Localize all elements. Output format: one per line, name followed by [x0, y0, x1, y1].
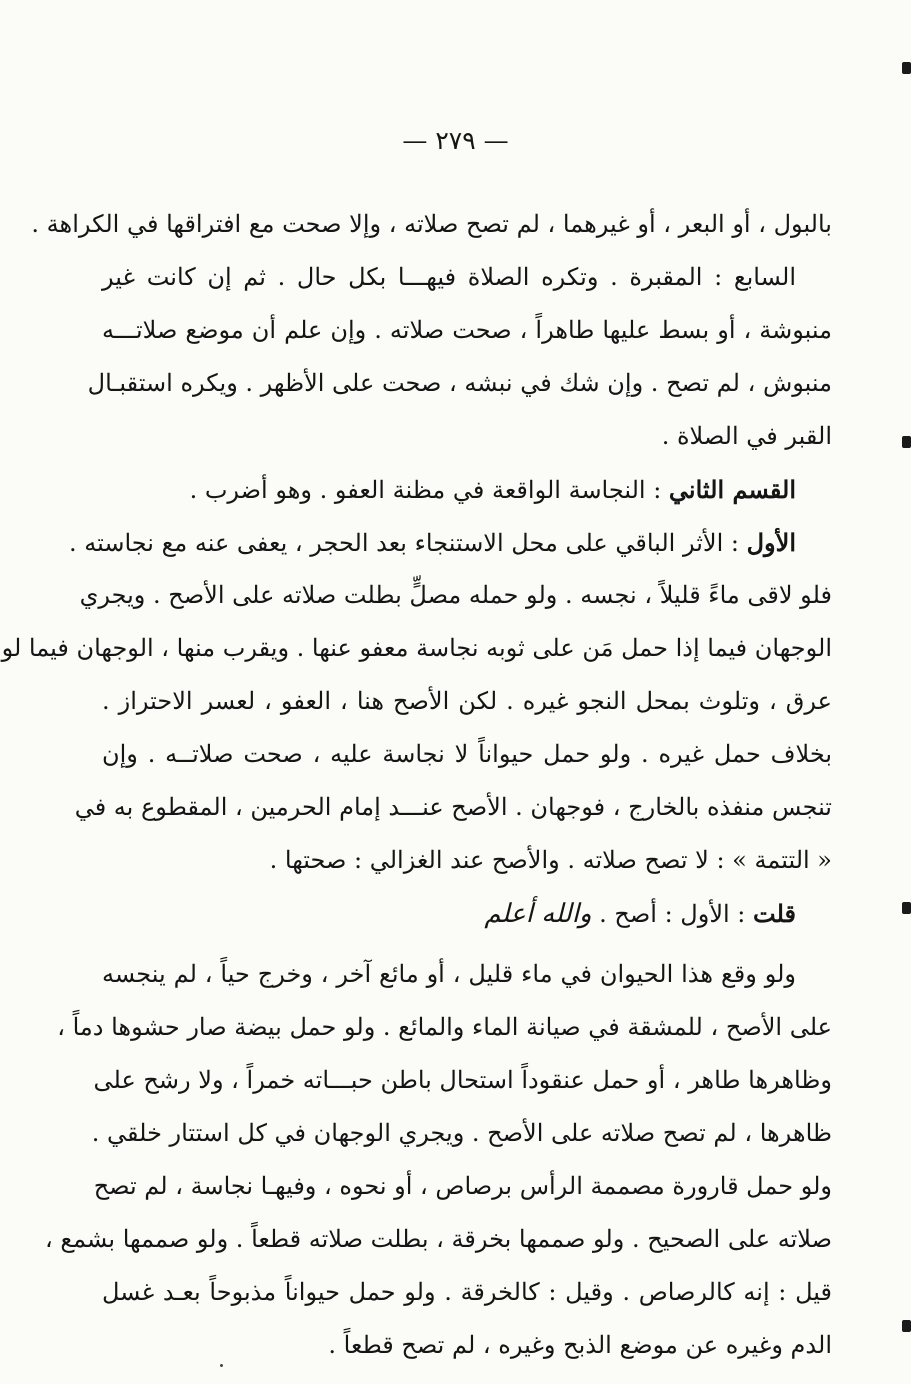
text-line: ظاهرها ، لم تصح صلاته على الأصح . ويجري الوجهان في كل استتار خلقي . [91, 1119, 832, 1147]
text-line: بخلاف حمل غيره . ولو حمل حيواناً لا نجاسة عليه ، صحت صلاتــه . وإن [102, 740, 832, 768]
paper-speck [220, 1364, 223, 1367]
text-line: صلاته على الصحيح . ولو صممها بخرقة ، بطلت صلاته قطعاً . ولو صممها بشمع ، [45, 1225, 832, 1253]
page-number: — ٢٧٩ — [402, 126, 509, 155]
text-line: قيل : إنه كالرصاص . وقيل : كالخرقة . ولو حمل حيواناً مذبوحاً بعـد غسل [102, 1278, 832, 1306]
text-line: وظاهرها طاهر ، أو حمل عنقوداً استحال باطن حبـــاته خمراً ، ولا رشح على [93, 1066, 832, 1094]
comment-heading: قلت [753, 899, 796, 928]
subsection-text: : الأثر الباقي على محل الاستنجاء بعد الحجر ، يعفى عنه مع نجاسته . [68, 529, 747, 557]
margin-mark [902, 62, 911, 74]
body-text [1, 198, 832, 1372]
text-line [68, 516, 832, 569]
text-line: منبوش ، لم تصح . وإن شك في نبشه ، صحت على الأظهر . ويكره استقبـال [87, 369, 832, 397]
closing-formula: والله أعلم [484, 899, 592, 929]
text-line: عرق ، وتلوث بمحل النجو غيره . لكن الأصح هنا ، العفو ، لعسر الاحتراز . [102, 687, 832, 715]
text-line: القبر في الصلاة . [661, 422, 832, 450]
margin-mark [902, 902, 911, 914]
comment-line [102, 887, 832, 940]
text-line: « التتمة » : لا تصح صلاته . والأصح عند الغزالي : صحتها . [269, 846, 832, 874]
text-line: منبوشة ، أو بسط عليها طاهراً ، صحت صلاته . وإن علم أن موضع صلاتـــه [102, 316, 832, 344]
text-line: الدم وغيره عن موضع الذبح وغيره ، لم تصح قطعاً . [328, 1331, 832, 1359]
section-heading-line [102, 463, 832, 516]
text-line: ولو حمل قارورة مصممة الرأس برصاص ، أو نحوه ، وفيهـا نجاسة ، لم تصح [93, 1172, 832, 1200]
text-line: الوجهان فيما إذا حمل مَن على ثوبه نجاسة معفو عنها . ويقرب منها ، الوجهان فيما لو [1, 634, 832, 662]
text-line: فلو لاقى ماءً قليلاً ، نجسه . ولو حمله مصلٍّ بطلت صلاته على الأصح . ويجري [79, 581, 832, 609]
section-heading: القسم الثاني [668, 475, 796, 504]
text-line: تنجس منفذه بالخارج ، فوجهان . الأصح عنـــد إمام الحرمين ، المقطوع به في [74, 793, 832, 821]
text-line: بالبول ، أو البعر ، أو غيرهما ، لم تصح صلاته ، وإلا صحت مع افتراقها في الكراهة . [31, 210, 832, 238]
text-line: على الأصح ، للمشقة في صيانة الماء والمائع . ولو حمل بيضة صار حشوها دماً ، [57, 1013, 832, 1041]
comment-text: : الأول : أصح . [591, 900, 754, 928]
text-line: ولو وقع هذا الحيوان في ماء قليل ، أو مائع آخر ، وخرج حياً ، لم ينجسه [102, 960, 796, 988]
margin-mark [902, 1320, 911, 1332]
subsection-heading: الأول [746, 528, 796, 557]
text-line: السابع : المقبرة . وتكره الصلاة فيهـــا بكل حال . ثم إن كانت غير [102, 263, 796, 291]
section-heading-text: : النجاسة الواقعة في مظنة العفو . وهو أضرب . [189, 476, 669, 504]
margin-mark [902, 436, 911, 448]
